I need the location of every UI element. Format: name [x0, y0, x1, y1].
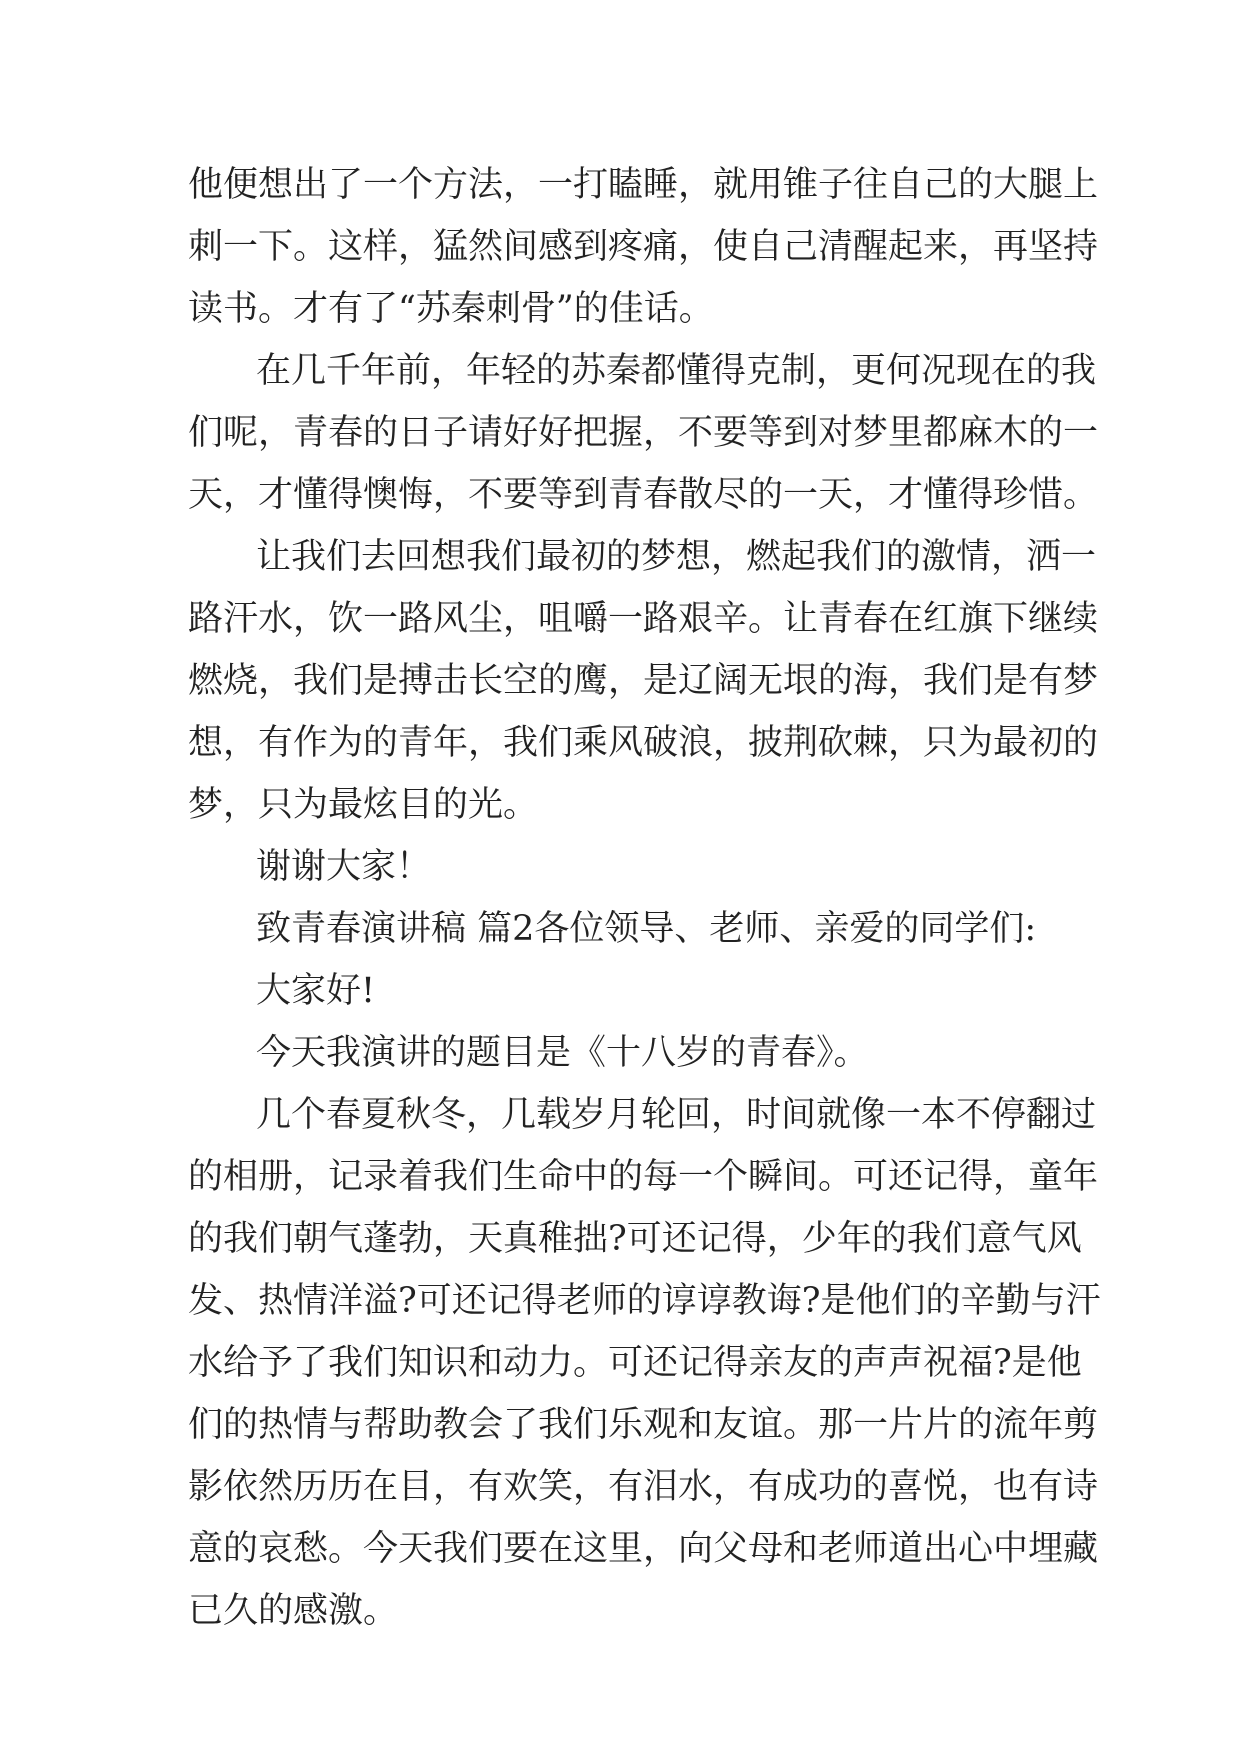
paragraph-start-line: 今天我演讲的题目是《十八岁的青春》。	[256, 1033, 869, 1073]
text-line: 水给予了我们知识和动力。可还记得亲友的声声祝福?是他	[188, 1343, 1082, 1383]
text-line: 的我们朝气蓬勃，天真稚拙?可还记得，少年的我们意气风	[188, 1219, 1082, 1259]
paragraph-start-line: 在几千年前，年轻的苏秦都懂得克制，更何况现在的我	[256, 351, 1097, 391]
text-line: 影依然历历在目，有欢笑，有泪水，有成功的喜悦，也有诗	[188, 1467, 1099, 1507]
text-line: 们呢，青春的日子请好好把握，不要等到对梦里都麻木的一	[188, 413, 1099, 453]
text-line: 梦，只为最炫目的光。	[188, 785, 539, 825]
text-line: 发、热情洋溢?可还记得老师的谆谆教诲?是他们的辛勤与汗	[188, 1281, 1101, 1321]
paragraph-start-line: 大家好!	[256, 971, 376, 1011]
text-line: 他便想出了一个方法，一打瞌睡，就用锥子往自己的大腿上	[188, 165, 1099, 205]
text-line: 读书。才有了“苏秦刺骨”的佳话。	[188, 289, 714, 329]
text-line: 的相册，记录着我们生命中的每一个瞬间。可还记得，童年	[188, 1157, 1099, 1197]
text-line: 燃烧，我们是搏击长空的鹰，是辽阔无垠的海，我们是有梦	[188, 661, 1099, 701]
section-heading-line: 致青春演讲稿 篇2各位领导、老师、亲爱的同学们:	[256, 909, 1037, 949]
paragraph-start-line: 谢谢大家！	[256, 847, 432, 887]
text-line: 意的哀愁。今天我们要在这里，向父母和老师道出心中埋藏	[188, 1529, 1099, 1569]
text-line: 们的热情与帮助教会了我们乐观和友谊。那一片片的流年剪	[188, 1405, 1099, 1445]
text-line: 刺一下。这样，猛然间感到疼痛，使自己清醒起来，再坚持	[188, 227, 1099, 267]
text-line: 想，有作为的青年，我们乘风破浪，披荆砍棘，只为最初的	[188, 723, 1099, 763]
text-line: 路汗水，饮一路风尘，咀嚼一路艰辛。让青春在红旗下继续	[188, 599, 1099, 639]
paragraph-start-line: 让我们去回想我们最初的梦想，燃起我们的激情，洒一	[256, 537, 1097, 577]
text-line: 天，才懂得懊悔，不要等到青春散尽的一天，才懂得珍惜。	[188, 475, 1099, 515]
text-line: 已久的感激。	[188, 1591, 399, 1631]
paragraph-start-line: 几个春夏秋冬，几载岁月轮回，时间就像一本不停翻过	[256, 1095, 1097, 1135]
